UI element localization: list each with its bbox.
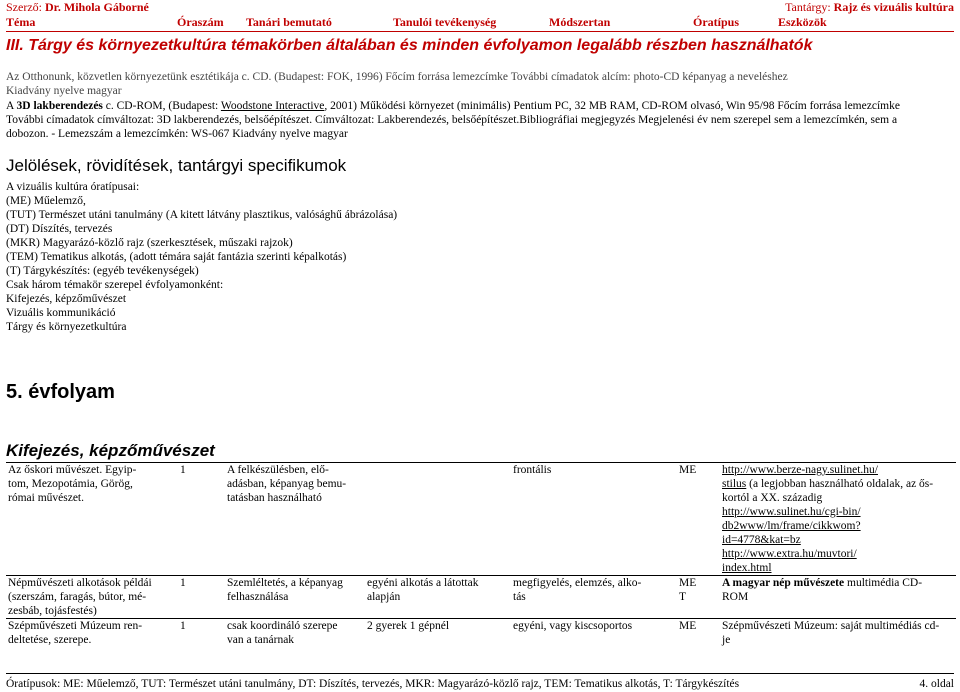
notation-line: Vizuális kommunikáció	[6, 307, 116, 319]
cell-tema: Az őskori művészet. Egyip- tom, Mezopotámia, Görög, római művészet.	[6, 463, 178, 576]
notation-line: (MKR) Magyarázó-közlő rajz (szerkesztések, műszaki rajzok)	[6, 237, 293, 249]
cell-oratipus: ME	[677, 619, 720, 648]
cell-tanari: Szemléltetés, a képanyag felhasználása	[225, 576, 365, 619]
intro-line-4: További címadatok címváltozat: 3D lakberendezés, belsőépítészet. Címváltozat: Lakberendezés, belsőépítészet.Bibliográfiai megjegyzés Megjelenési év nem szerepel sem a lemezcímkén, sem a	[6, 114, 898, 126]
cell-tanari: csak koordináló szerepe van a tanárnak	[225, 619, 365, 648]
resource-link[interactable]: http://www.berze-nagy.sulinet.hu/	[722, 464, 878, 476]
resource-link[interactable]: id=4778&kat=bz	[722, 534, 801, 546]
col-oraszam: Óraszám	[177, 15, 224, 29]
page-number: 4. oldal	[919, 678, 954, 690]
resource-link[interactable]: http://www.sulinet.hu/cgi-bin/	[722, 506, 861, 518]
column-headers	[6, 14, 954, 30]
cell-oratipus: ME T	[677, 576, 720, 619]
footer-divider	[6, 673, 954, 674]
cell-eszkozok: http://www.berze-nagy.sulinet.hu/ stilus (a legjobban használható oldalak, az ős- kortól a XX. századig http://www.sulinet.hu/cgi-bin/ db2www/lm/frame/cikkwom? id=4778&kat=bz http://www.extra.hu/muvtori/ index.html	[720, 463, 956, 576]
cell-modszertan: frontális	[511, 463, 677, 576]
cell-tanuloi	[365, 463, 511, 576]
col-modszertan: Módszertan	[549, 15, 611, 29]
grade-heading: 5. évfolyam	[6, 381, 115, 403]
notation-line: (ME) Műelemző,	[6, 195, 86, 207]
col-tema: Téma	[6, 15, 36, 29]
page-footer	[6, 677, 954, 691]
notation-line: (DT) Díszítés, tervezés	[6, 223, 113, 235]
cell-tanari: A felkészülésben, elő- adásban, képanyag bemu- tatásban használható	[225, 463, 365, 576]
cell-eszkozok: Szépművészeti Múzeum: saját multimédiás cd- je	[720, 619, 956, 648]
col-eszkozok: Eszközök	[778, 15, 827, 29]
table-row	[6, 463, 956, 576]
cell-oratipus: ME	[677, 463, 720, 576]
cell-modszertan: egyéni, vagy kiscsoportos	[511, 619, 677, 648]
curriculum-table	[6, 462, 956, 647]
resource-link[interactable]: stilus	[722, 478, 747, 490]
notation-line: Kifejezés, képzőművészet	[6, 293, 127, 305]
subject: Tantárgy: Rajz és vizuális kultúra	[785, 0, 954, 14]
cell-oraszam: 1	[178, 576, 225, 619]
intro-line-1: Az Otthonunk, közvetlen környezetünk esztétikája c. CD. (Budapest: FOK, 1996) Főcím forrása lemezcímke További címadatok alcím: photo-CD képanyag a neveléshez	[6, 71, 788, 83]
intro-line-5: dobozon. - Lemezszám a lemezcímkén: WS-067 Kiadvány nyelve magyar	[6, 128, 348, 140]
table-row	[6, 619, 956, 648]
resource-link[interactable]: http://www.extra.hu/muvtori/	[722, 548, 857, 560]
page-header	[6, 0, 954, 14]
notation-line: Tárgy és környezetkultúra	[6, 321, 127, 333]
cell-eszkozok: A magyar nép művészete multimédia CD- ROM	[720, 576, 956, 619]
notation-line: A vizuális kultúra óratípusai:	[6, 181, 140, 193]
section-title: III. Tárgy és környezetkultúra témakörben általában és minden évfolyamon legalább részben használhatók	[6, 37, 813, 54]
cell-tema: Népművészeti alkotások példái (szerszám, faragás, bútor, mé- zesbáb, tojásfestés)	[6, 576, 178, 619]
notation-line: (T) Tárgykészítés: (egyéb tevékenységek)	[6, 265, 199, 277]
intro-line-2: Kiadvány nyelve magyar	[6, 85, 122, 97]
cell-tema: Szépművészeti Múzeum ren- deltetése, szerepe.	[6, 619, 178, 648]
notations-heading: Jelölések, rövidítések, tantárgyi specifikumok	[6, 156, 347, 175]
resource-link[interactable]: db2www/lm/frame/cikkwom?	[722, 520, 861, 532]
notation-line: Csak három témakör szerepel évfolyamonként:	[6, 279, 224, 291]
header-divider	[6, 31, 954, 32]
author: Szerző: Dr. Mihola Gáborné	[6, 0, 149, 14]
topic-heading: Kifejezés, képzőművészet	[6, 441, 215, 460]
cell-tanuloi: egyéni alkotás a látottak alapján	[365, 576, 511, 619]
col-tanari: Tanári bemutató	[246, 15, 332, 29]
cell-oraszam: 1	[178, 619, 225, 648]
cell-oraszam: 1	[178, 463, 225, 576]
cell-tanuloi: 2 gyerek 1 gépnél	[365, 619, 511, 648]
col-tanuloi: Tanulói tevékenység	[393, 15, 497, 29]
notation-line: (TUT) Természet utáni tanulmány (A kitett látvány plasztikus, valósághű ábrázolása)	[6, 209, 398, 221]
resource-link[interactable]: index.html	[722, 562, 772, 574]
intro-line-3: A 3D lakberendezés c. CD-ROM, (Budapest: Woodstone Interactive, 2001) Működési környezet (minimális) Pentium PC, 32 MB RAM, CD-ROM olvasó, Win 95/98 Főcím forrása lemezcímke	[6, 100, 900, 112]
cell-modszertan: megfigyelés, elemzés, alko- tás	[511, 576, 677, 619]
footer-legend: Óratípusok: ME: Műelemző, TUT: Természet utáni tanulmány, DT: Díszítés, tervezés, MKR: Magyarázó-közlő rajz, TEM: Tematikus alkotás, T: Tárgykészítés	[6, 678, 740, 690]
col-oratipus: Óratípus	[693, 15, 740, 29]
notation-line: (TEM) Tematikus alkotás, (adott témára saját fantázia szerinti képalkotás)	[6, 251, 347, 263]
table-row	[6, 576, 956, 619]
